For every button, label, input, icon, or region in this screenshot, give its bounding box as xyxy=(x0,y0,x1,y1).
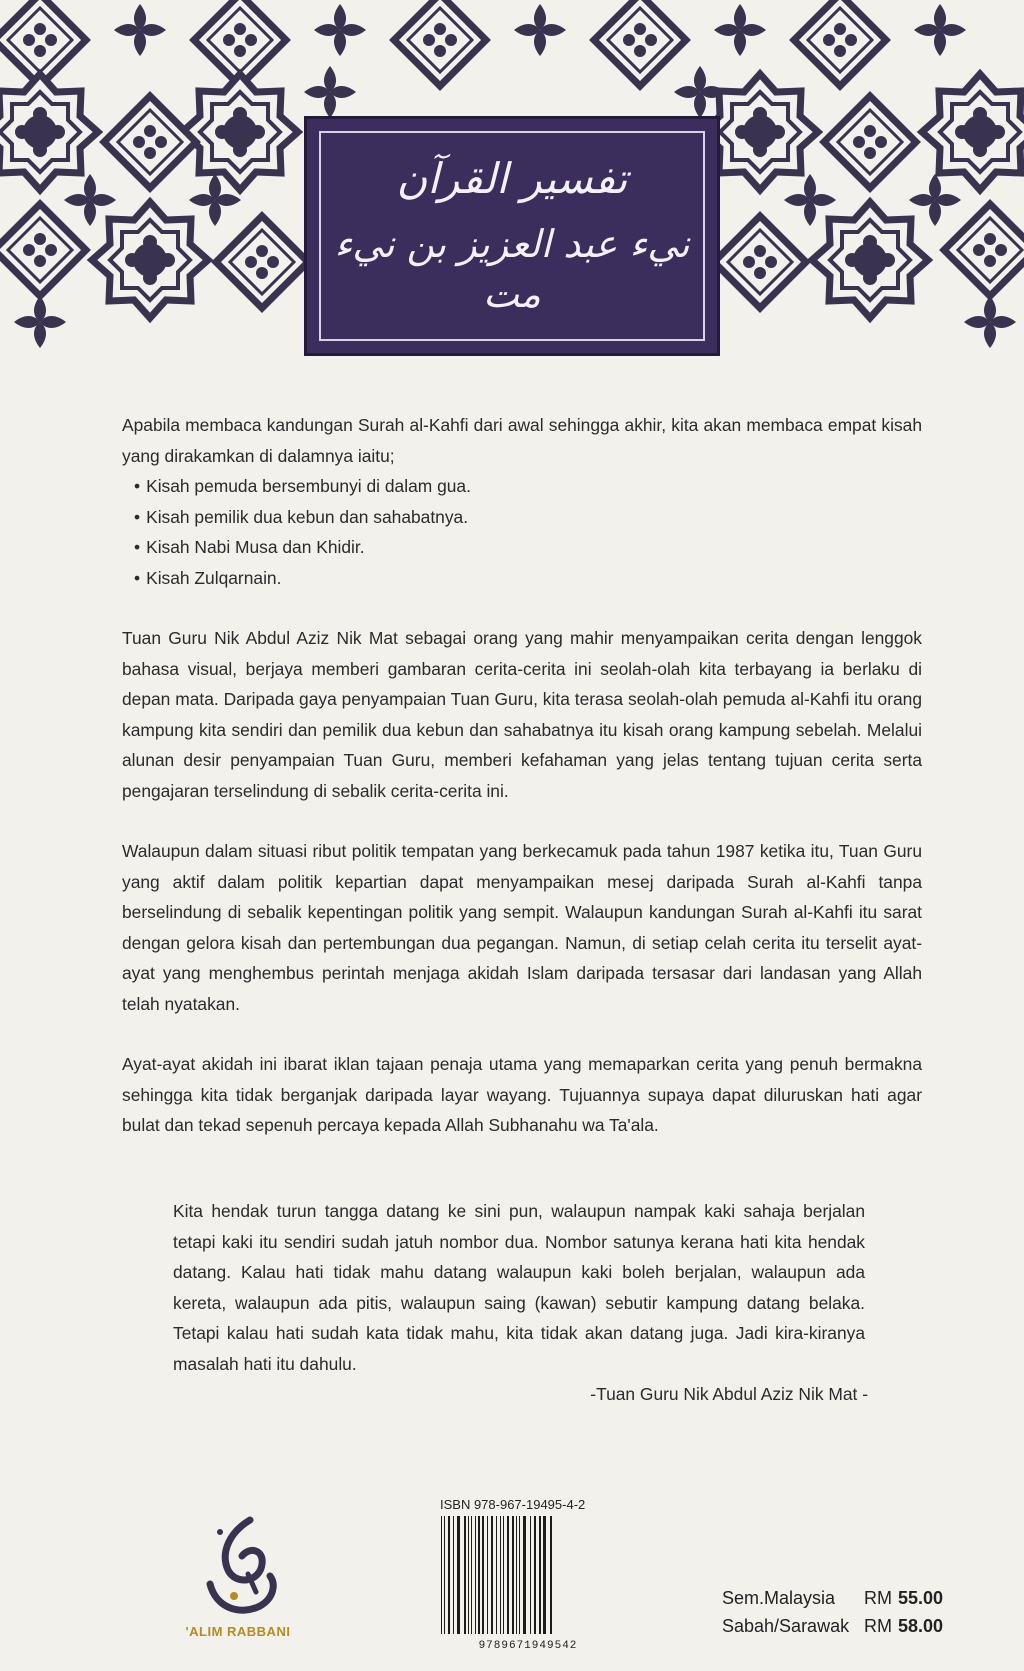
barcode-bar xyxy=(471,1516,472,1634)
barcode-bar xyxy=(539,1516,541,1634)
barcode-bar xyxy=(464,1516,466,1634)
barcode-bar xyxy=(550,1516,552,1634)
barcode-bar xyxy=(487,1516,488,1634)
paragraph: Ayat-ayat akidah ini ibarat iklan tajaan penaja utama yang memaparkan cerita yang penuh bermakna sehingga kita tidak berganjak daripada layar wayang. Tujuannya supaya dapat diluruskan hati agar bulat dan tekad sepenuh percaya kepada Allah Subhanahu wa Ta'ala. xyxy=(122,1054,922,1135)
quote-attribution: -Tuan Guru Nik Abdul Aziz Nik Mat - xyxy=(590,1384,868,1404)
barcode-bar xyxy=(523,1516,526,1634)
isbn-label: ISBN 978-967-19495-4-2 xyxy=(440,1497,586,1512)
barcode-bar xyxy=(491,1516,493,1634)
title-plate xyxy=(304,116,720,356)
barcode-bar xyxy=(512,1516,514,1634)
price-amount: 58.00 xyxy=(898,1616,944,1636)
barcode-bar xyxy=(530,1516,531,1634)
price-region: Sem.Malaysia xyxy=(722,1588,836,1608)
story-list xyxy=(134,471,922,593)
price-region: Sabah/Sarawak xyxy=(722,1616,850,1636)
list-item: • Kisah pemuda bersembunyi di dalam gua. xyxy=(134,476,471,496)
barcode-bar xyxy=(482,1516,484,1634)
arabic-author: نيء عبد العزيز بن نيء مت xyxy=(334,222,690,316)
paragraph: Tuan Guru Nik Abdul Aziz Nik Mat sebagai orang yang mahir menyampaikan cerita dengan lenggok bahasa visual, berjaya memberi gambaran cerita-cerita ini seolah-olah kita terbayang ia berlaku di depan mata. Daripada gaya penyampaian Tuan Guru, kita terasa seolah-olah pemuda al-Kahfi itu orang kampung kita sendiri dan pemilik dua kebun dan sahabatnya itu kisah orang kampung sebelah. Melalui alunan desir penyampaian Tuan Guru, memberi kefahaman yang jelas tentang tujuan cerita serta pengajaran terselindung di sebalik cerita-cerita ini. xyxy=(122,628,922,801)
arabic-title: تفسير القرآن xyxy=(396,154,628,203)
barcode xyxy=(437,1516,619,1636)
barcode-bar xyxy=(478,1516,480,1634)
barcode-bar xyxy=(543,1516,546,1634)
barcode-bar xyxy=(534,1516,536,1634)
barcode-bar xyxy=(441,1516,442,1634)
quote-text: Kita hendak turun tangga datang ke sini pun, walaupun nampak kaki sahaja berjalan tetapi kaki itu sendiri sudah jatuh nombor dua. Nombor satunya kerana hati kita hendak datang. Kalau hati tidak mahu datang walaupun kaki boleh berjalan, walaupun ada kereta, walaupun ada pitis, walaupun saing (kawan) sebutir kampung datang belaka. Tetapi kalau hati sudah kata tidak mahu, kita tidak akan datang juga. Jadi kira-kiranya masalah hati itu dahulu. xyxy=(173,1201,865,1374)
synopsis xyxy=(122,410,922,1171)
barcode-bar xyxy=(507,1516,509,1634)
barcode-bar xyxy=(516,1516,517,1634)
barcode-bar xyxy=(475,1516,476,1634)
price-row xyxy=(722,1612,943,1640)
publisher-logo xyxy=(190,1512,290,1632)
barcode-bar xyxy=(457,1516,460,1634)
barcode-bar xyxy=(468,1516,469,1634)
price-row xyxy=(722,1584,943,1612)
barcode-bar xyxy=(448,1516,450,1634)
publisher-name: 'ALIM RABBANI xyxy=(185,1624,291,1639)
barcode-digits: 9789671949542 xyxy=(478,1640,578,1652)
price-currency: RM xyxy=(864,1616,892,1636)
barcode-bar xyxy=(453,1516,454,1634)
paragraph: Walaupun dalam situasi ribut politik tempatan yang berkecamuk pada tahun 1987 ketika itu, Tuan Guru yang aktif dalam politik kepartian dapat menyampaikan mesej daripada Surah al-Kahfi tanpa berselindung di sebalik kepentingan politik yang sempit. Walaupun kandungan Surah al-Kahfi itu sarat dengan gelora kisah dan pertembungan dua pegangan. Namun, di setiap celah cerita itu terselit ayat-ayat yang menghembus perintah menjaga akidah Islam daripada tersasar dari landasan yang Allah telah nyatakan. xyxy=(122,841,922,1014)
price-amount: 55.00 xyxy=(898,1588,944,1608)
price-list xyxy=(722,1584,943,1640)
barcode-bar xyxy=(503,1516,504,1634)
list-item: • Kisah pemilik dua kebun dan sahabatnya. xyxy=(134,506,469,527)
intro-paragraph: Apabila membaca kandungan Surah al-Kahfi dari awal sehingga akhir, kita akan membaca empat kisah yang dirakamkan di dalamnya iaitu; xyxy=(122,415,922,466)
list-item: • Kisah Zulqarnain. xyxy=(134,567,282,588)
quote-block xyxy=(173,1196,868,1410)
barcode-bar xyxy=(500,1516,501,1634)
barcode-bar xyxy=(496,1516,497,1634)
barcode-bar xyxy=(444,1516,445,1634)
barcode-bar xyxy=(519,1516,520,1634)
price-currency: RM xyxy=(864,1588,892,1608)
list-item: • Kisah Nabi Musa dan Khidir. xyxy=(134,537,365,557)
